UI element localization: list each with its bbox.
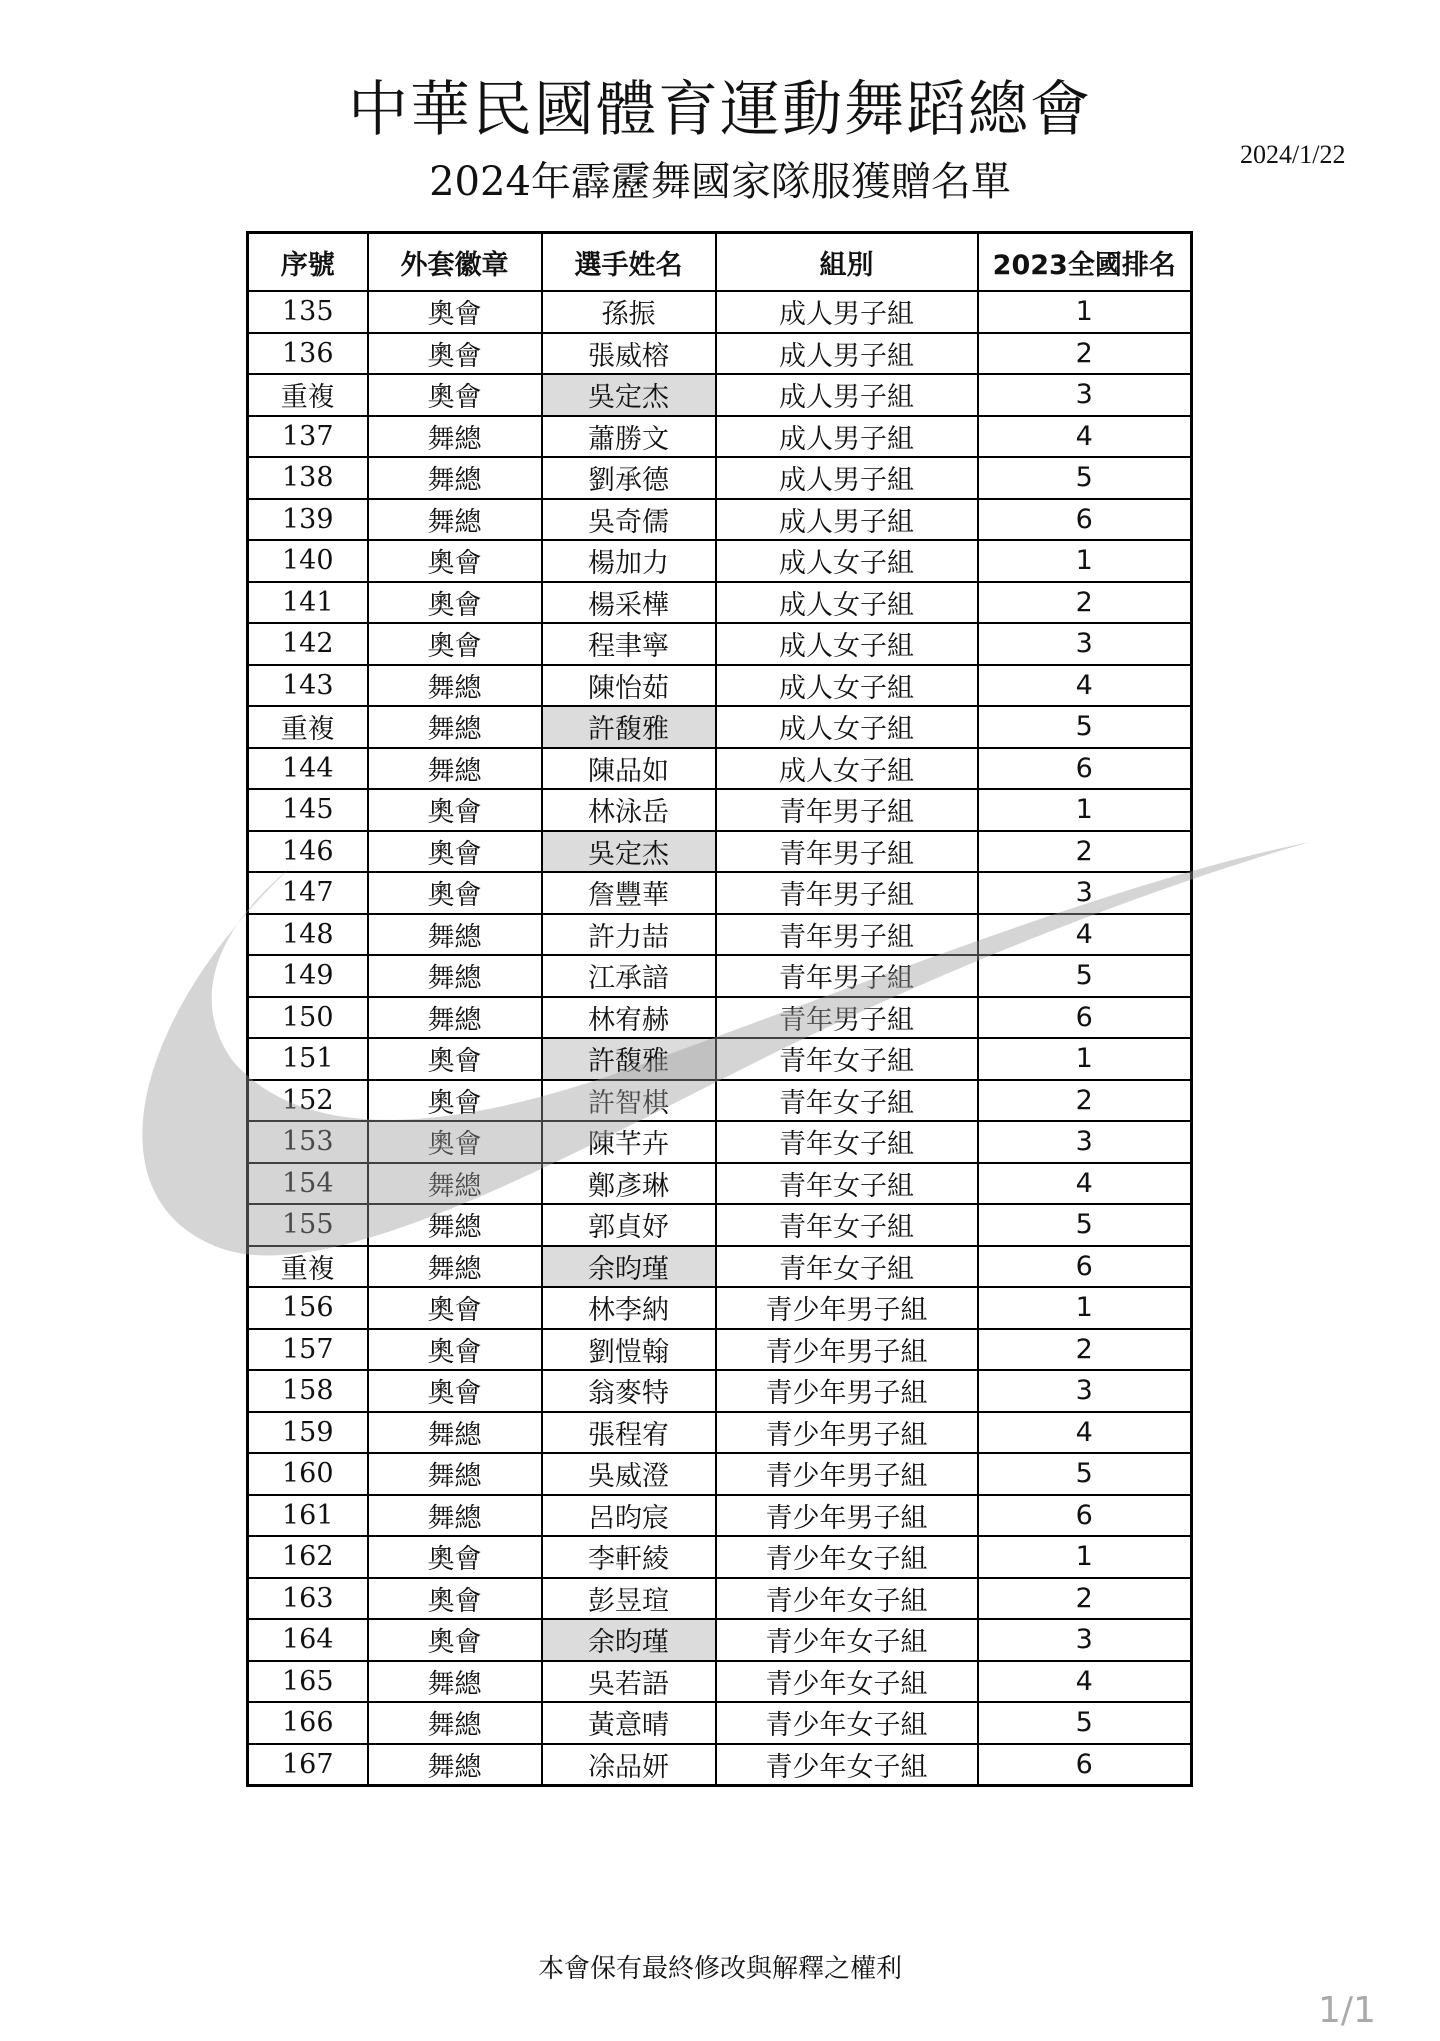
table-row [248, 374, 1192, 416]
cell-rank: 5 [978, 955, 1192, 997]
cell-number: 150 [248, 997, 368, 1039]
cell-rank: 5 [978, 1453, 1192, 1495]
cell-badge: 舞總 [368, 1453, 542, 1495]
cell-group: 青少年女子組 [716, 1619, 978, 1661]
cell-number: 155 [248, 1204, 368, 1246]
document-date: 2024/1/22 [1240, 140, 1346, 169]
table-row [248, 1038, 1192, 1080]
cell-name: 吳威澄 [542, 1453, 716, 1495]
cell-number: 146 [248, 831, 368, 873]
cell-badge: 舞總 [368, 997, 542, 1039]
cell-number: 159 [248, 1412, 368, 1454]
cell-name: 楊加力 [542, 540, 716, 582]
cell-rank: 5 [978, 706, 1192, 748]
cell-rank: 5 [978, 457, 1192, 499]
table-row [248, 706, 1192, 748]
cell-rank: 3 [978, 872, 1192, 914]
table-row [248, 1495, 1192, 1537]
column-header-name: 選手姓名 [542, 233, 716, 292]
roster-table [246, 231, 1193, 1787]
cell-name: 鄭彥琳 [542, 1163, 716, 1205]
cell-group: 青年女子組 [716, 1246, 978, 1288]
cell-group: 青少年女子組 [716, 1744, 978, 1786]
cell-group: 成人男子組 [716, 374, 978, 416]
cell-group: 青少年男子組 [716, 1453, 978, 1495]
cell-rank: 1 [978, 540, 1192, 582]
cell-name: 陳怡茹 [542, 665, 716, 707]
cell-number: 144 [248, 748, 368, 790]
cell-badge: 奧會 [368, 1038, 542, 1080]
cell-name: 余昀瑾 [542, 1246, 716, 1288]
cell-rank: 1 [978, 789, 1192, 831]
table-row [248, 1329, 1192, 1371]
table-row [248, 1578, 1192, 1620]
table-row [248, 499, 1192, 541]
cell-rank: 2 [978, 582, 1192, 624]
cell-number: 140 [248, 540, 368, 582]
cell-group: 青少年女子組 [716, 1578, 978, 1620]
cell-number: 166 [248, 1702, 368, 1744]
table-header-row [248, 233, 1192, 292]
cell-group: 青年男子組 [716, 831, 978, 873]
table-row [248, 1121, 1192, 1163]
cell-group: 青少年女子組 [716, 1536, 978, 1578]
cell-badge: 奧會 [368, 540, 542, 582]
cell-group: 青少年男子組 [716, 1495, 978, 1537]
cell-badge: 舞總 [368, 1246, 542, 1288]
table-row [248, 914, 1192, 956]
cell-badge: 舞總 [368, 748, 542, 790]
cell-badge: 奧會 [368, 1121, 542, 1163]
cell-group: 青少年男子組 [716, 1370, 978, 1412]
document-subtitle: 2024年霹靂舞國家隊服獲贈名單 [429, 159, 1011, 205]
cell-name: 吳奇儒 [542, 499, 716, 541]
cell-name: 詹豐華 [542, 872, 716, 914]
table-row [248, 1204, 1192, 1246]
cell-number: 135 [248, 291, 368, 333]
cell-group: 成人男子組 [716, 291, 978, 333]
cell-rank: 2 [978, 1329, 1192, 1371]
cell-rank: 6 [978, 1246, 1192, 1288]
table-row [248, 416, 1192, 458]
cell-badge: 奧會 [368, 1329, 542, 1371]
cell-rank: 3 [978, 374, 1192, 416]
cell-rank: 4 [978, 665, 1192, 707]
table-row [248, 1163, 1192, 1205]
cell-name: 吳定杰 [542, 374, 716, 416]
cell-number: 151 [248, 1038, 368, 1080]
cell-name: 凃品妍 [542, 1744, 716, 1786]
column-header-badge: 外套徽章 [368, 233, 542, 292]
cell-name: 吳定杰 [542, 831, 716, 873]
cell-rank: 3 [978, 1121, 1192, 1163]
cell-badge: 舞總 [368, 416, 542, 458]
cell-rank: 3 [978, 623, 1192, 665]
cell-rank: 1 [978, 1038, 1192, 1080]
cell-badge: 舞總 [368, 1495, 542, 1537]
cell-group: 青年男子組 [716, 789, 978, 831]
cell-badge: 奧會 [368, 582, 542, 624]
cell-number: 141 [248, 582, 368, 624]
cell-badge: 舞總 [368, 1163, 542, 1205]
cell-rank: 5 [978, 1702, 1192, 1744]
cell-name: 彭昱瑄 [542, 1578, 716, 1620]
cell-rank: 6 [978, 748, 1192, 790]
table-row [248, 1744, 1192, 1786]
table-row [248, 1619, 1192, 1661]
cell-name: 陳芊卉 [542, 1121, 716, 1163]
table-row [248, 1246, 1192, 1288]
cell-badge: 舞總 [368, 706, 542, 748]
cell-name: 翁麥特 [542, 1370, 716, 1412]
cell-group: 青年女子組 [716, 1204, 978, 1246]
cell-badge: 舞總 [368, 1412, 542, 1454]
document-title: 中華民國體育運動舞蹈總會 [348, 75, 1092, 145]
table-row [248, 789, 1192, 831]
cell-rank: 5 [978, 1204, 1192, 1246]
cell-name: 呂昀宸 [542, 1495, 716, 1537]
cell-number: 162 [248, 1536, 368, 1578]
cell-group: 成人女子組 [716, 582, 978, 624]
cell-number: 163 [248, 1578, 368, 1620]
cell-group: 青少年女子組 [716, 1661, 978, 1703]
cell-name: 陳品如 [542, 748, 716, 790]
cell-group: 成人男子組 [716, 333, 978, 375]
table-row [248, 457, 1192, 499]
cell-number: 160 [248, 1453, 368, 1495]
table-row [248, 665, 1192, 707]
cell-rank: 1 [978, 291, 1192, 333]
table-row [248, 1287, 1192, 1329]
cell-badge: 奧會 [368, 1619, 542, 1661]
cell-badge: 奧會 [368, 1080, 542, 1122]
cell-rank: 1 [978, 1287, 1192, 1329]
cell-badge: 舞總 [368, 457, 542, 499]
cell-number: 154 [248, 1163, 368, 1205]
cell-rank: 6 [978, 997, 1192, 1039]
page-indicator: 1/1 [1318, 1990, 1376, 2031]
cell-group: 青年男子組 [716, 955, 978, 997]
cell-group: 成人女子組 [716, 540, 978, 582]
cell-rank: 4 [978, 1412, 1192, 1454]
table-row [248, 333, 1192, 375]
column-header-rank: 2023全國排名 [978, 233, 1192, 292]
cell-name: 林李納 [542, 1287, 716, 1329]
cell-number: 152 [248, 1080, 368, 1122]
cell-group: 成人女子組 [716, 623, 978, 665]
cell-name: 許智棋 [542, 1080, 716, 1122]
cell-group: 青少年男子組 [716, 1412, 978, 1454]
cell-badge: 舞總 [368, 914, 542, 956]
cell-group: 青年男子組 [716, 872, 978, 914]
cell-badge: 奧會 [368, 1578, 542, 1620]
cell-name: 孫振 [542, 291, 716, 333]
cell-group: 成人男子組 [716, 457, 978, 499]
cell-name: 張程宥 [542, 1412, 716, 1454]
cell-number: 重複 [248, 706, 368, 748]
table-row [248, 1370, 1192, 1412]
cell-number: 147 [248, 872, 368, 914]
cell-rank: 1 [978, 1536, 1192, 1578]
cell-badge: 奧會 [368, 291, 542, 333]
cell-number: 重複 [248, 1246, 368, 1288]
cell-group: 青年女子組 [716, 1080, 978, 1122]
table-row [248, 1536, 1192, 1578]
table-row [248, 582, 1192, 624]
table-row [248, 1702, 1192, 1744]
table-row [248, 748, 1192, 790]
cell-badge: 奧會 [368, 333, 542, 375]
cell-name: 黃意晴 [542, 1702, 716, 1744]
cell-group: 成人女子組 [716, 748, 978, 790]
cell-badge: 奧會 [368, 872, 542, 914]
cell-number: 157 [248, 1329, 368, 1371]
cell-group: 青年女子組 [716, 1163, 978, 1205]
cell-rank: 3 [978, 1619, 1192, 1661]
cell-badge: 奧會 [368, 374, 542, 416]
cell-group: 青年男子組 [716, 914, 978, 956]
cell-badge: 奧會 [368, 1287, 542, 1329]
cell-name: 蕭勝文 [542, 416, 716, 458]
cell-rank: 6 [978, 1744, 1192, 1786]
cell-number: 164 [248, 1619, 368, 1661]
cell-number: 158 [248, 1370, 368, 1412]
cell-number: 145 [248, 789, 368, 831]
cell-name: 林宥赫 [542, 997, 716, 1039]
cell-number: 139 [248, 499, 368, 541]
footer-note: 本會保有最終修改與解釋之權利 [537, 1954, 902, 1984]
cell-badge: 奧會 [368, 1370, 542, 1412]
cell-number: 136 [248, 333, 368, 375]
cell-number: 156 [248, 1287, 368, 1329]
cell-group: 成人男子組 [716, 416, 978, 458]
cell-name: 許力喆 [542, 914, 716, 956]
table-row [248, 831, 1192, 873]
cell-name: 李軒綾 [542, 1536, 716, 1578]
cell-name: 劉承德 [542, 457, 716, 499]
cell-rank: 2 [978, 831, 1192, 873]
cell-name: 余昀瑾 [542, 1619, 716, 1661]
cell-name: 江承諳 [542, 955, 716, 997]
cell-badge: 奧會 [368, 831, 542, 873]
cell-group: 青年男子組 [716, 997, 978, 1039]
table-row [248, 291, 1192, 333]
cell-group: 成人女子組 [716, 706, 978, 748]
cell-number: 153 [248, 1121, 368, 1163]
cell-name: 許馥雅 [542, 1038, 716, 1080]
cell-number: 143 [248, 665, 368, 707]
cell-badge: 舞總 [368, 1744, 542, 1786]
cell-name: 郭貞妤 [542, 1204, 716, 1246]
cell-group: 青年女子組 [716, 1038, 978, 1080]
cell-name: 許馥雅 [542, 706, 716, 748]
cell-badge: 奧會 [368, 623, 542, 665]
column-header-number: 序號 [248, 233, 368, 292]
cell-rank: 4 [978, 1661, 1192, 1703]
cell-badge: 舞總 [368, 955, 542, 997]
cell-name: 林泳岳 [542, 789, 716, 831]
table-row [248, 872, 1192, 914]
cell-badge: 奧會 [368, 1536, 542, 1578]
cell-group: 青少年女子組 [716, 1702, 978, 1744]
cell-group: 成人女子組 [716, 665, 978, 707]
cell-rank: 4 [978, 914, 1192, 956]
cell-badge: 奧會 [368, 789, 542, 831]
cell-badge: 舞總 [368, 1204, 542, 1246]
cell-badge: 舞總 [368, 499, 542, 541]
cell-group: 青少年男子組 [716, 1329, 978, 1371]
cell-name: 程聿寧 [542, 623, 716, 665]
table-row [248, 1453, 1192, 1495]
cell-badge: 舞總 [368, 665, 542, 707]
roster-table-body [248, 291, 1192, 1786]
table-row [248, 540, 1192, 582]
cell-number: 138 [248, 457, 368, 499]
table-row [248, 997, 1192, 1039]
cell-rank: 2 [978, 1578, 1192, 1620]
cell-name: 劉愷翰 [542, 1329, 716, 1371]
cell-rank: 6 [978, 1495, 1192, 1537]
cell-badge: 舞總 [368, 1661, 542, 1703]
cell-number: 167 [248, 1744, 368, 1786]
column-header-group: 組別 [716, 233, 978, 292]
table-row [248, 1412, 1192, 1454]
cell-number: 165 [248, 1661, 368, 1703]
cell-rank: 2 [978, 333, 1192, 375]
cell-name: 張威榕 [542, 333, 716, 375]
cell-group: 青年女子組 [716, 1121, 978, 1163]
table-row [248, 1661, 1192, 1703]
cell-badge: 舞總 [368, 1702, 542, 1744]
table-row [248, 1080, 1192, 1122]
cell-number: 148 [248, 914, 368, 956]
cell-group: 青少年男子組 [716, 1287, 978, 1329]
cell-number: 149 [248, 955, 368, 997]
cell-rank: 4 [978, 1163, 1192, 1205]
cell-rank: 6 [978, 499, 1192, 541]
cell-number: 重複 [248, 374, 368, 416]
cell-group: 成人男子組 [716, 499, 978, 541]
table-row [248, 955, 1192, 997]
cell-rank: 2 [978, 1080, 1192, 1122]
cell-number: 137 [248, 416, 368, 458]
cell-number: 161 [248, 1495, 368, 1537]
cell-rank: 3 [978, 1370, 1192, 1412]
cell-number: 142 [248, 623, 368, 665]
cell-name: 吳若語 [542, 1661, 716, 1703]
cell-rank: 4 [978, 416, 1192, 458]
cell-name: 楊采樺 [542, 582, 716, 624]
table-row [248, 623, 1192, 665]
